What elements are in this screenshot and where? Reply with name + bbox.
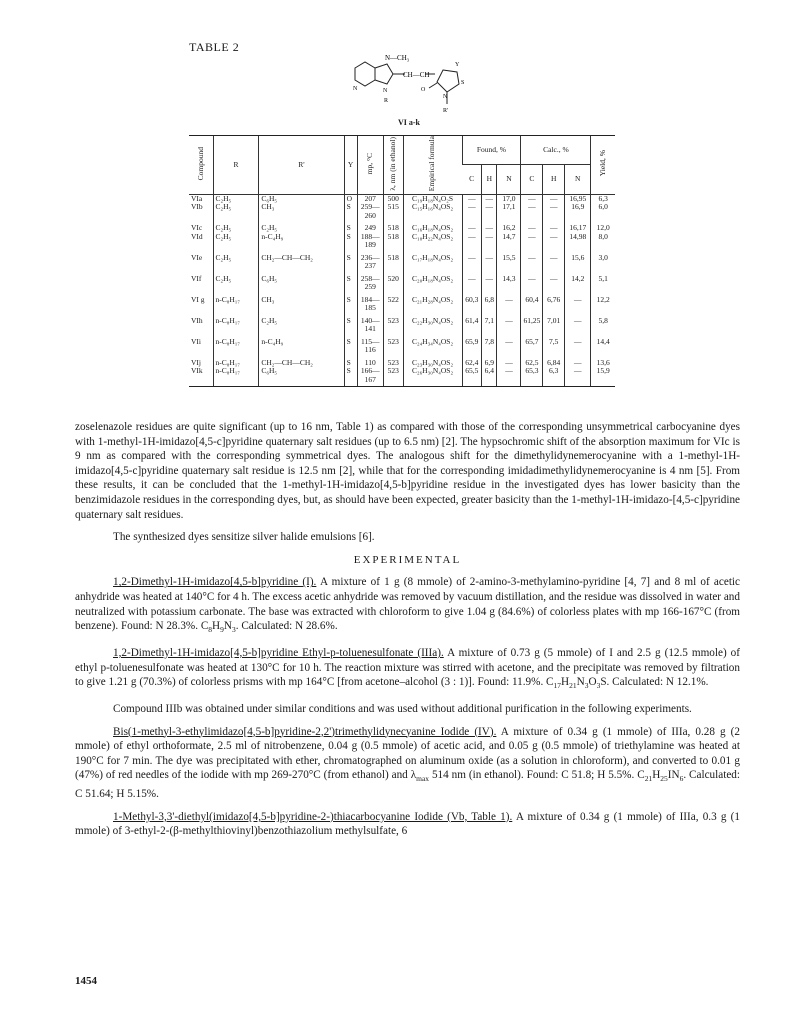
cell-lam: 523	[383, 313, 403, 334]
cell-fn: —	[497, 355, 521, 368]
structure-label: VI a-k	[398, 118, 421, 127]
cell-fn: 17,1	[497, 203, 521, 220]
cell-rp: C₆H₅	[259, 194, 344, 203]
cell-mp: 236—237	[357, 250, 383, 271]
col-calc: Calc., %	[521, 136, 591, 165]
cell-formula: C₂₀H₁₈N₄OS₂	[403, 271, 462, 292]
cell-ch: —	[543, 220, 565, 233]
cell-y: S	[344, 203, 357, 220]
cell-y: S	[344, 313, 357, 334]
cell-compound: VIi	[191, 336, 201, 346]
cell-yield: 8,0	[591, 233, 615, 250]
cell-fn: 15,5	[497, 250, 521, 271]
cell-rp: C₂H₅	[259, 220, 344, 233]
cell-formula: C₂₁H₂₈N₄OS₂	[403, 292, 462, 313]
cell-fh: —	[482, 271, 497, 292]
cell-r: C₂H₅	[213, 194, 259, 203]
n-label-3: N	[443, 94, 448, 100]
cell-cc: 62,5	[521, 355, 543, 368]
cell-rp: C₆H₅	[259, 271, 344, 292]
paragraph-2: The synthesized dyes sensitize silver halide emulsions [6].	[113, 531, 375, 544]
col-found-h: H	[482, 165, 497, 194]
cell-mp: 115—116	[357, 334, 383, 355]
cell-fh: 6,8	[482, 292, 497, 313]
cell-rp: CH₃	[259, 292, 344, 313]
cell-compound: VId	[191, 231, 203, 241]
col-r: R	[213, 136, 259, 195]
cell-y: S	[344, 334, 357, 355]
paragraph-compound-iiib: Compound IIIb was obtained under similar conditions and was used without additional purification in the following experiments.	[113, 702, 692, 715]
compound-vb-title: 1-Methyl-3,3'-diethyl(imidazo[4,5-b]pyridine-2-)thiacarbocyanine Iodide (Vb, Table 1).	[113, 810, 513, 823]
cell-cc: —	[521, 233, 543, 250]
cell-compound: VIh	[191, 315, 203, 325]
table-caption: TABLE 2	[189, 40, 240, 54]
cell-y: O	[344, 194, 357, 203]
compound-iv-title: Bis(1-methyl-3-ethylimidazo[4,5-b]pyridine-2,2')trimethylidynecyanine Iodide (IV).	[113, 725, 497, 738]
cell-rp: CH₂—CH—CH₂	[259, 355, 344, 368]
cell-lam: 523	[383, 355, 403, 368]
cell-mp: 259—260	[357, 203, 383, 220]
cell-yield: 6,0	[591, 203, 615, 220]
cell-compound: VIj	[191, 357, 201, 367]
cell-fc: 65,5	[462, 367, 482, 387]
page-number: 1454	[75, 975, 97, 987]
cell-ch: —	[543, 250, 565, 271]
cell-mp: 140—141	[357, 313, 383, 334]
body-text	[75, 420, 740, 847]
col-rprime: R'	[259, 136, 344, 195]
cell-fc: —	[462, 250, 482, 271]
cell-cn: —	[565, 313, 591, 334]
cell-fn: —	[497, 313, 521, 334]
cell-fn: 17,0	[497, 194, 521, 203]
cell-fc: —	[462, 271, 482, 292]
cell-ch: 6,3	[543, 367, 565, 387]
cell-fc: —	[462, 203, 482, 220]
cell-r: n-C₈H₁₇	[213, 292, 259, 313]
cell-ch: —	[543, 203, 565, 220]
paragraph-compound-iv: Bis(1-methyl-3-ethylimidazo[4,5-b]pyridine-2,2')trimethylidynecyanine Iodide (IV). A mixture of 0.34 g (1 mmole) of IIIa, 0.28 g (2 mmole) of ethyl orthoformate, 2.5 ml of nitrobenzene, 0.04 g (0.5 mmole) of acetic acid, and 0.05 g (0.5 mmole) of triethylamine was heated at 190°C for 7 min. The dye was precipitated with ether, chromatographed on aluminum oxide (as a solution in chloroform), and converted to 0.01 g (47%) of red needles of the iodide with mp 269-270°C (from ethanol) and $\lambda_{max}$ 514 nm (in ethanol). Found: C 51.8; H 5.5%. $C_{21}H_{25}IN_6$. Calculated: C 51.64; H 5.15%.	[75, 725, 741, 801]
cell-yield: 14,4	[591, 334, 615, 355]
col-y: Y	[344, 136, 357, 195]
cell-lam: 515	[383, 203, 403, 220]
table-row	[189, 271, 615, 292]
rprime-label: R'	[443, 108, 449, 114]
data-table	[189, 135, 615, 387]
cell-rp: CH₂—CH—CH₂	[259, 250, 344, 271]
cell-y: S	[344, 271, 357, 292]
cell-y: S	[344, 367, 357, 387]
cell-cc: —	[521, 220, 543, 233]
cell-ch: —	[543, 271, 565, 292]
table-row	[189, 250, 615, 271]
cell-fc: —	[462, 220, 482, 233]
n-label-2: N	[383, 88, 388, 94]
cell-ch: 6,76	[543, 292, 565, 313]
cell-y: S	[344, 292, 357, 313]
cell-lam: 523	[383, 334, 403, 355]
cell-fh: 6,9	[482, 355, 497, 368]
table-row	[189, 367, 615, 387]
cell-compound: VIk	[189, 367, 213, 387]
cell-cc: 61,25	[521, 313, 543, 334]
cell-mp: 184—185	[357, 292, 383, 313]
cell-fn: 16,2	[497, 220, 521, 233]
cell-mp: 188—189	[357, 233, 383, 250]
cell-cn: —	[565, 334, 591, 355]
cell-cc: —	[521, 194, 543, 203]
cell-rp: C₆H₅	[259, 367, 344, 387]
compound-iiia-title: 1,2-Dimethyl-1H-imidazo[4,5-b]pyridine Ethyl-p-toluenesulfonate (IIIa).	[113, 646, 444, 659]
cell-fc: 61,4	[462, 313, 482, 334]
cell-yield: 3,0	[591, 250, 615, 271]
cell-cc: 65,7	[521, 334, 543, 355]
cell-mp: 166—167	[357, 367, 383, 387]
cell-cn: —	[565, 292, 591, 313]
cell-compound: VI g	[191, 294, 205, 304]
cell-rp: CH₃	[259, 203, 344, 220]
cell-yield: 5,8	[591, 313, 615, 334]
cell-yield: 15,9	[591, 367, 615, 387]
cell-formula: C₂₆H₃₀N₄OS₂	[403, 367, 462, 387]
cell-r: C₂H₅	[213, 250, 259, 271]
col-found-n: N	[497, 165, 521, 194]
cell-fh: 7,1	[482, 313, 497, 334]
cell-r: n-C₈H₁₇	[213, 334, 259, 355]
cell-r: n-C₈H₁₇	[213, 367, 259, 387]
cell-fc: 65,9	[462, 334, 482, 355]
cell-fn: 14,3	[497, 271, 521, 292]
cell-ch: —	[543, 194, 565, 203]
col-compound: Compound	[189, 136, 213, 195]
cell-cn: 14,2	[565, 271, 591, 292]
cell-mp: 110	[357, 355, 383, 368]
cell-yield: 5,1	[591, 271, 615, 292]
cell-yield: 12,2	[591, 292, 615, 313]
cell-cn: 15,6	[565, 250, 591, 271]
cell-y: S	[344, 250, 357, 271]
cell-fc: 60,3	[462, 292, 482, 313]
cell-formula: C₁₉H₁₈N₄O₂S	[403, 194, 462, 203]
cell-fc: —	[462, 233, 482, 250]
cell-fh: 7,8	[482, 334, 497, 355]
paragraph-1: zoselenazole residues are quite significant (up to 16 nm, Table 1) as compared with those of the corresponding unsymmetrical carbocyanine dyes with 1-methyl-1H-imidazo[4,5-c]pyridine quaternary salt residues (up to 6.5 nm) [2]. The hypsochromic shift of the absorption maximum for VIc is 9 nm as compared with the corresponding symmetrical dyes. The analogous shift for the dimethylidynemerocyanine with a 1-methyl-1H-imidazo[4,5-c]pyridine quaternary salt residue is 12.5 nm [2], while that for the corresponding imidadimethylidynemerocyanine is 4 nm [5]. From these results, it can be concluded that the 1-methyl-1H-imidazo[4,5-b]pyridine residue in the investigated dyes has lower basicity than the benzimidazole residues in the corresponding dyes, but, as should have been expected, greater basicity than the 1-methyl-1H-imidazo-[4,5-c]pyridine quaternary salt residues.	[75, 421, 740, 521]
cell-ch: —	[543, 233, 565, 250]
cell-lam: 518	[383, 250, 403, 271]
cell-cn: —	[565, 367, 591, 387]
cell-formula: C₁₆H₁₈N₄OS₂	[403, 220, 462, 233]
paragraph-compound-vb: 1-Methyl-3,3'-diethyl(imidazo[4,5-b]pyridine-2-)thiacarbocyanine Iodide (Vb, Table 1). A mixture of 0.34 g (1 mmole) of IIIa, 0.3 g (1 mmole) of 3-ethyl-2-(β-methylthiovinyl)benzothiazolium methylsulfate, 6	[75, 810, 740, 838]
cell-cn: 16,9	[565, 203, 591, 220]
cell-fn: 14,7	[497, 233, 521, 250]
cell-cc: —	[521, 250, 543, 271]
paragraph-compound-iiia: 1,2-Dimethyl-1H-imidazo[4,5-b]pyridine Ethyl-p-toluenesulfonate (IIIa). A mixture of 0.73 g (5 mmole) of I and 2.5 g (12.5 mmole) of ethyl p-toluenesulfonate was heated at 130°C for 10 h. The reaction mixture was stirred with acetone, and the precipitate was removed by filtration to give 1.21 g (70.3%) of colorless prisms with mp 164°C [from acetone–alcohol (3 : 1)]. Found: 11.9%. $C_{17}H_{21}N_3O_3S$. Calculated: N 12.1%.	[75, 646, 740, 691]
cell-compound: VIc	[191, 223, 203, 233]
table-row	[189, 292, 615, 313]
cell-y: S	[344, 355, 357, 368]
cell-formula: C₁₇H₁₈N₄OS₂	[403, 250, 462, 271]
cell-r: n-C₈H₁₇	[213, 355, 259, 368]
cell-compound: VIa	[191, 193, 203, 203]
cell-fn: —	[497, 292, 521, 313]
cell-lam: 518	[383, 233, 403, 250]
s-label: S	[461, 80, 465, 86]
cell-lam: 520	[383, 271, 403, 292]
cell-ch: 6,84	[543, 355, 565, 368]
cell-rp: C₂H₅	[259, 313, 344, 334]
ch-chain-label: CH—CH	[403, 71, 430, 79]
cell-mp: 207	[357, 194, 383, 203]
cell-r: C₂H₅	[213, 203, 259, 220]
cell-fh: —	[482, 203, 497, 220]
cell-yield: 12,0	[591, 220, 615, 233]
table-row	[189, 203, 615, 220]
col-found-c: C	[462, 165, 482, 194]
cell-ch: 7,5	[543, 334, 565, 355]
col-yield: Yield, %	[591, 136, 615, 195]
cell-yield: 13,6	[591, 355, 615, 368]
nch3-label: N—CH₃	[385, 54, 410, 62]
structure-diagram	[335, 50, 485, 120]
cell-y: S	[344, 220, 357, 233]
cell-fh: —	[482, 233, 497, 250]
cell-mp: 249	[357, 220, 383, 233]
col-found: Found, %	[462, 136, 521, 165]
col-formula: Empirical formula	[403, 136, 462, 195]
cell-r: C₂H₅	[213, 271, 259, 292]
cell-y: S	[344, 233, 357, 250]
section-heading-experimental: EXPERIMENTAL	[353, 553, 462, 566]
cell-formula: C₁₅H₁₆N₄OS₂	[403, 203, 462, 220]
cell-compound: VIe	[191, 252, 203, 262]
cell-lam: 500	[383, 194, 403, 203]
cell-r: C₂H₅	[213, 233, 259, 250]
cell-fh: 6,4	[482, 367, 497, 387]
cell-rp: n-C₄H₉	[259, 233, 344, 250]
table-row	[189, 334, 615, 355]
cell-mp: 258—259	[357, 271, 383, 292]
col-calc-n: N	[565, 165, 591, 194]
table-row	[189, 233, 615, 250]
cell-formula: C₂₄H₃₄N₄OS₂	[403, 334, 462, 355]
n-label: N	[353, 86, 358, 92]
cell-fn: —	[497, 334, 521, 355]
cell-compound: VIf	[191, 273, 202, 283]
cell-fn: —	[497, 367, 521, 387]
cell-lam: 518	[383, 220, 403, 233]
cell-fc: —	[462, 194, 482, 203]
table-row	[189, 313, 615, 334]
col-calc-c: C	[521, 165, 543, 194]
cell-cc: 60,4	[521, 292, 543, 313]
table-body	[189, 194, 615, 387]
cell-ch: 7,01	[543, 313, 565, 334]
col-calc-h: H	[543, 165, 565, 194]
cell-formula: C₁₈H₂₂N₄OS₂	[403, 233, 462, 250]
cell-cc: —	[521, 203, 543, 220]
cell-cn: 14,98	[565, 233, 591, 250]
cell-fh: —	[482, 250, 497, 271]
compound-i-title: 1,2-Dimethyl-1H-imidazo[4,5-b]pyridine (I).	[113, 576, 317, 589]
table-row	[189, 220, 615, 233]
cell-cn: —	[565, 355, 591, 368]
cell-fh: —	[482, 220, 497, 233]
y-label: Y	[455, 62, 460, 68]
cell-yield: 6,3	[591, 194, 615, 203]
cell-fh: —	[482, 194, 497, 203]
cell-fc: 62,4	[462, 355, 482, 368]
cell-cn: 16,17	[565, 220, 591, 233]
cell-compound: VIb	[191, 202, 203, 212]
col-mp: mp, °C	[357, 136, 383, 195]
cell-r: C₂H₅	[213, 220, 259, 233]
cell-cn: 16,95	[565, 194, 591, 203]
cell-cc: 65,3	[521, 367, 543, 387]
cell-lam: 522	[383, 292, 403, 313]
cell-formula: C₂₃H₃₀N₄OS₂	[403, 355, 462, 368]
col-lambda: λ, nm (in ethanol)	[383, 136, 403, 195]
o-label: O	[421, 87, 426, 93]
cell-formula: C₂₂H₃₀N₄OS₂	[403, 313, 462, 334]
r-label: R	[384, 98, 389, 104]
cell-r: n-C₈H₁₇	[213, 313, 259, 334]
cell-lam: 523	[383, 367, 403, 387]
cell-cc: —	[521, 271, 543, 292]
paragraph-compound-i: 1,2-Dimethyl-1H-imidazo[4,5-b]pyridine (I). A mixture of 1 g (8 mmole) of 2-amino-3-methylamino-pyridine [4, 7] and 8 ml of acetic anhydride was heated at 140°C for 4 h. The excess acetic anhydride was removed by vacuum distillation, and the residue was dissolved in water and neutralized with potassium carbonate. The base was extracted with chloroform to give 1.04 g (84.6%) of colorless plates with mp 166-167°C (from benzene). Found: N 28.3%. $C_8H_9N_3$. Calculated: N 28.6%.	[75, 576, 740, 635]
cell-rp: n-C₄H₉	[259, 334, 344, 355]
